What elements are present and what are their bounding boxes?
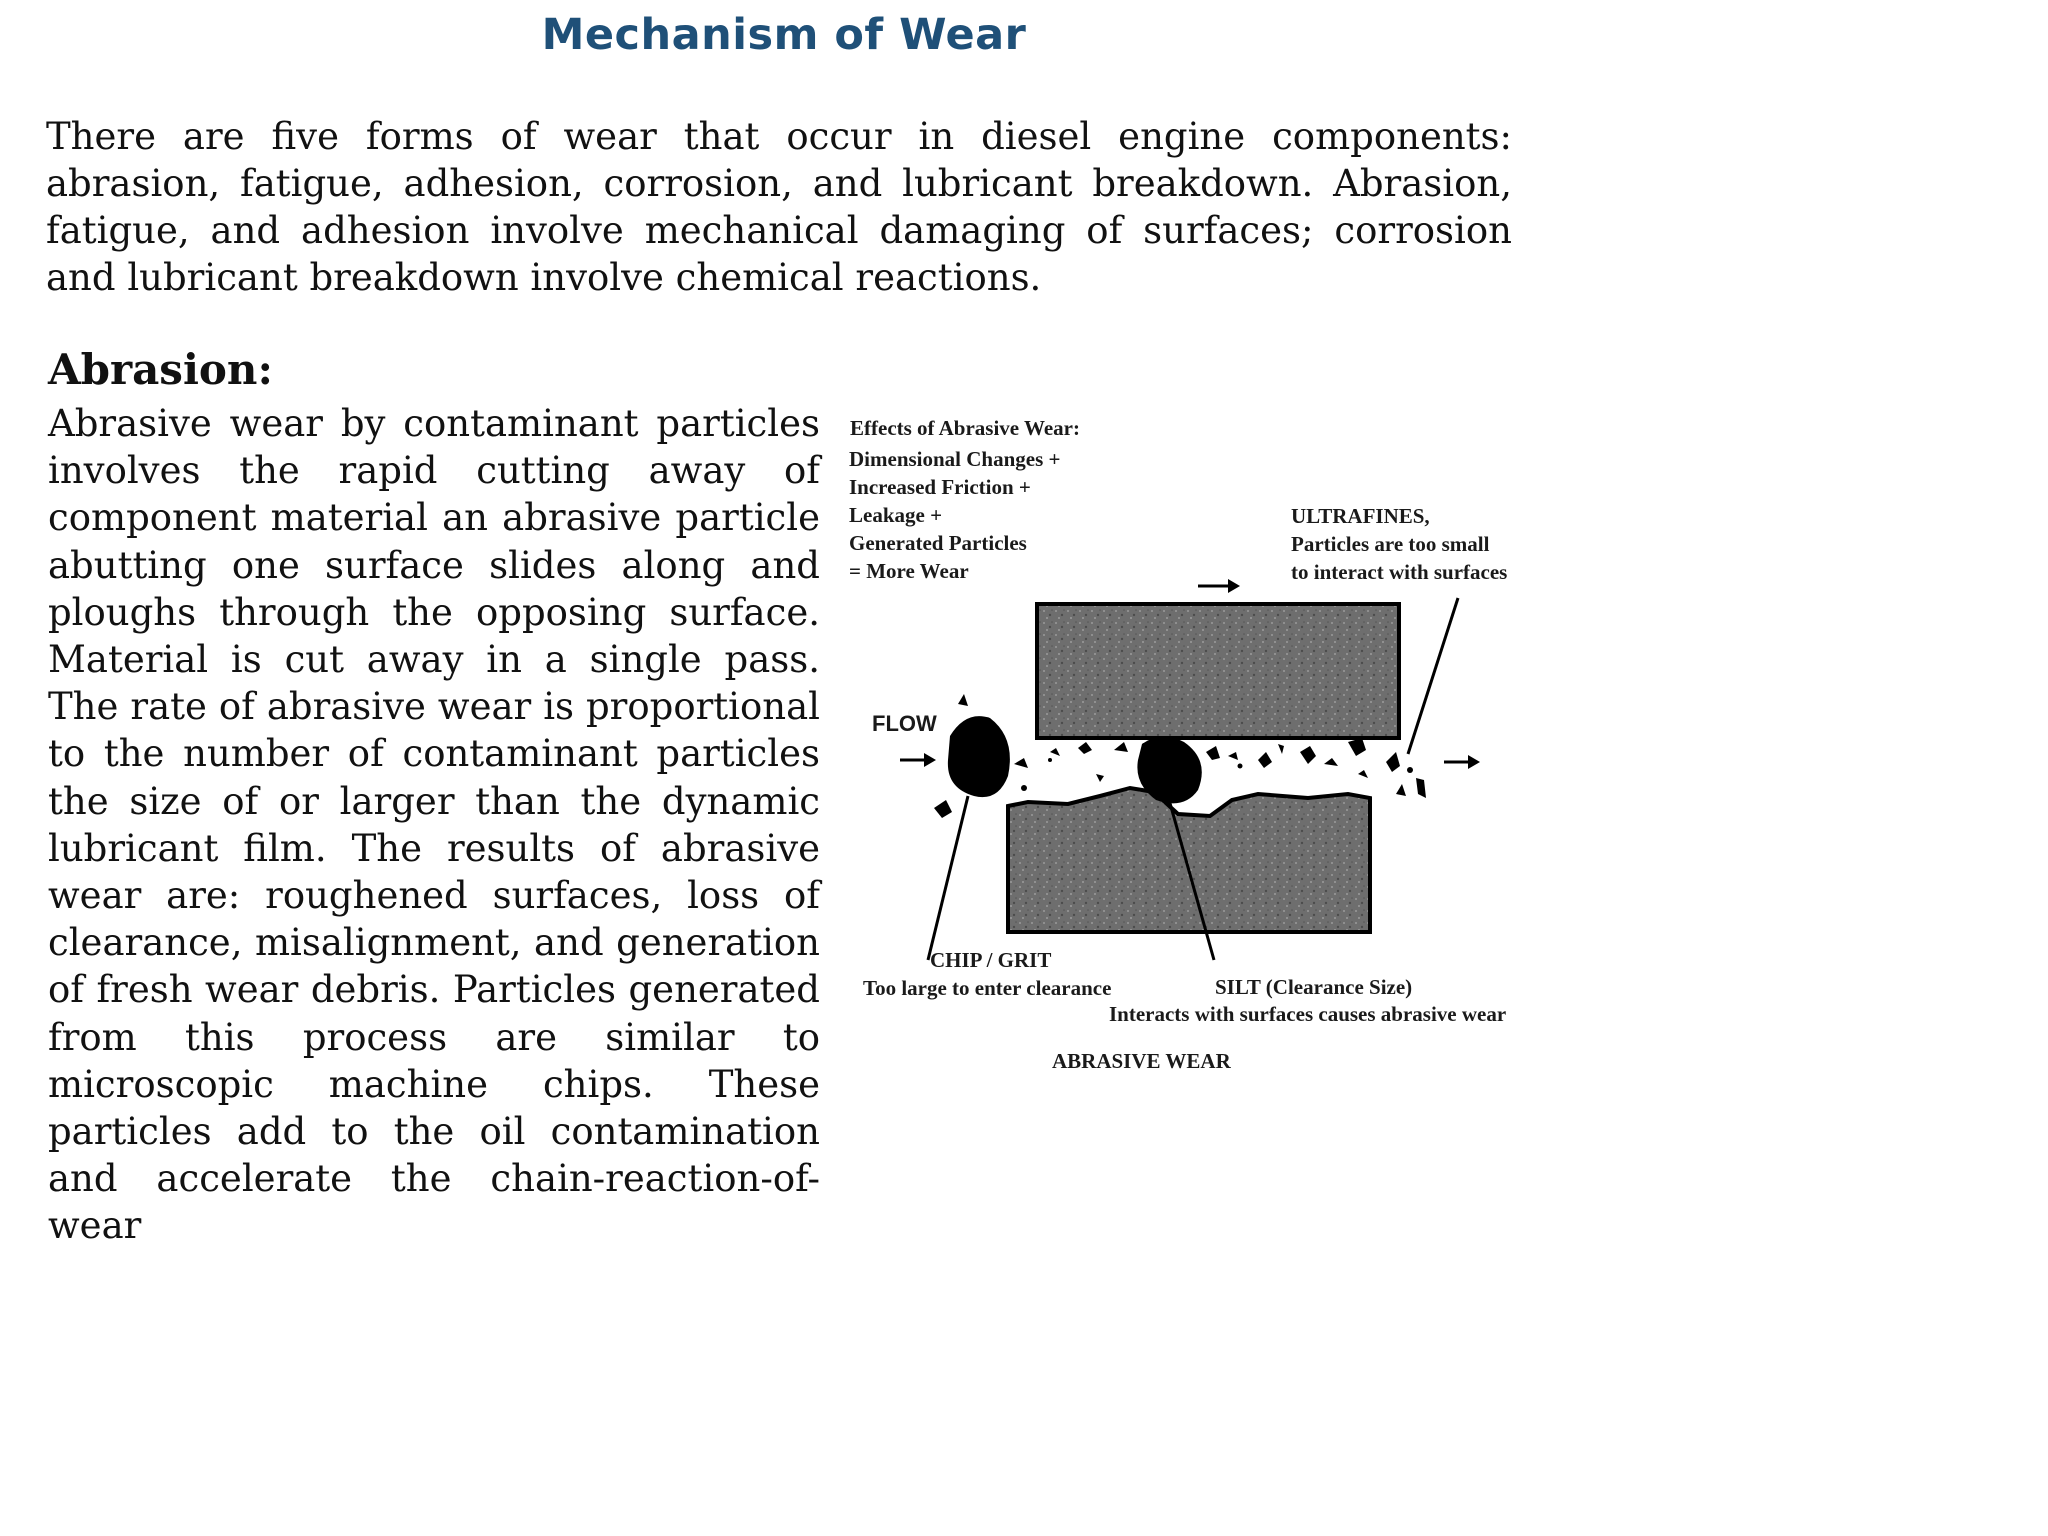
ultrafines-title: ULTRAFINES, (1291, 504, 1430, 528)
chip-description: Too large to enter clearance (863, 976, 1112, 1000)
lower-surface-block (1008, 788, 1370, 932)
ultrafines-line-1: Particles are too small (1291, 532, 1490, 556)
page-title: Mechanism of Wear (541, 10, 1027, 60)
effects-heading: Effects of Abrasive Wear: (850, 416, 1080, 440)
ultrafines-line-2: to interact with surfaces (1291, 560, 1508, 584)
upper-surface-block (1037, 604, 1399, 738)
chip-title: CHIP / GRIT (930, 948, 1052, 972)
silt-description: Interacts with surfaces causes abrasive wear (1109, 1002, 1507, 1026)
abrasion-heading: Abrasion: (48, 345, 273, 394)
silt-title: SILT (Clearance Size) (1215, 975, 1413, 999)
effects-line-5: = More Wear (849, 559, 969, 583)
effects-line-1: Dimensional Changes + (849, 447, 1061, 471)
effects-line-2: Increased Friction + (849, 475, 1031, 499)
figure-caption: ABRASIVE WEAR (1052, 1049, 1231, 1073)
flow-label: FLOW (872, 711, 937, 736)
chip-particle (948, 716, 1010, 797)
effects-line-4: Generated Particles (849, 531, 1027, 555)
effects-line-3: Leakage + (849, 503, 943, 527)
abrasion-paragraph: Abrasive wear by contaminant particles involves the rapid cutting away of component material an abrasive particle abutting one surface slides along and ploughs through the opposing surface. Material is cut away in a single pass. The rate of abrasive wear is proportional to the number of contaminant particles the size of or larger than the dynamic lubricant film. The results of abrasive wear are: roughened surfaces, loss of clearance, misalignment, and generation of fresh wear debris. Particles generated from this process are similar to microscopic machine chips. These particles add to the oil contamination and accelerate the chain-reaction-of-wear (48, 402, 820, 1248)
intro-paragraph: There are five forms of wear that occur in diesel engine components: abrasion, fatigue, adhesion, corrosion, and lubricant breakdown. Abrasion, fatigue, and adhesion involve mechanical damaging of surfaces; corrosion and lubricant breakdown involve chemical reactions. (46, 115, 1512, 299)
abrasive-wear-figure (838, 404, 1538, 1084)
